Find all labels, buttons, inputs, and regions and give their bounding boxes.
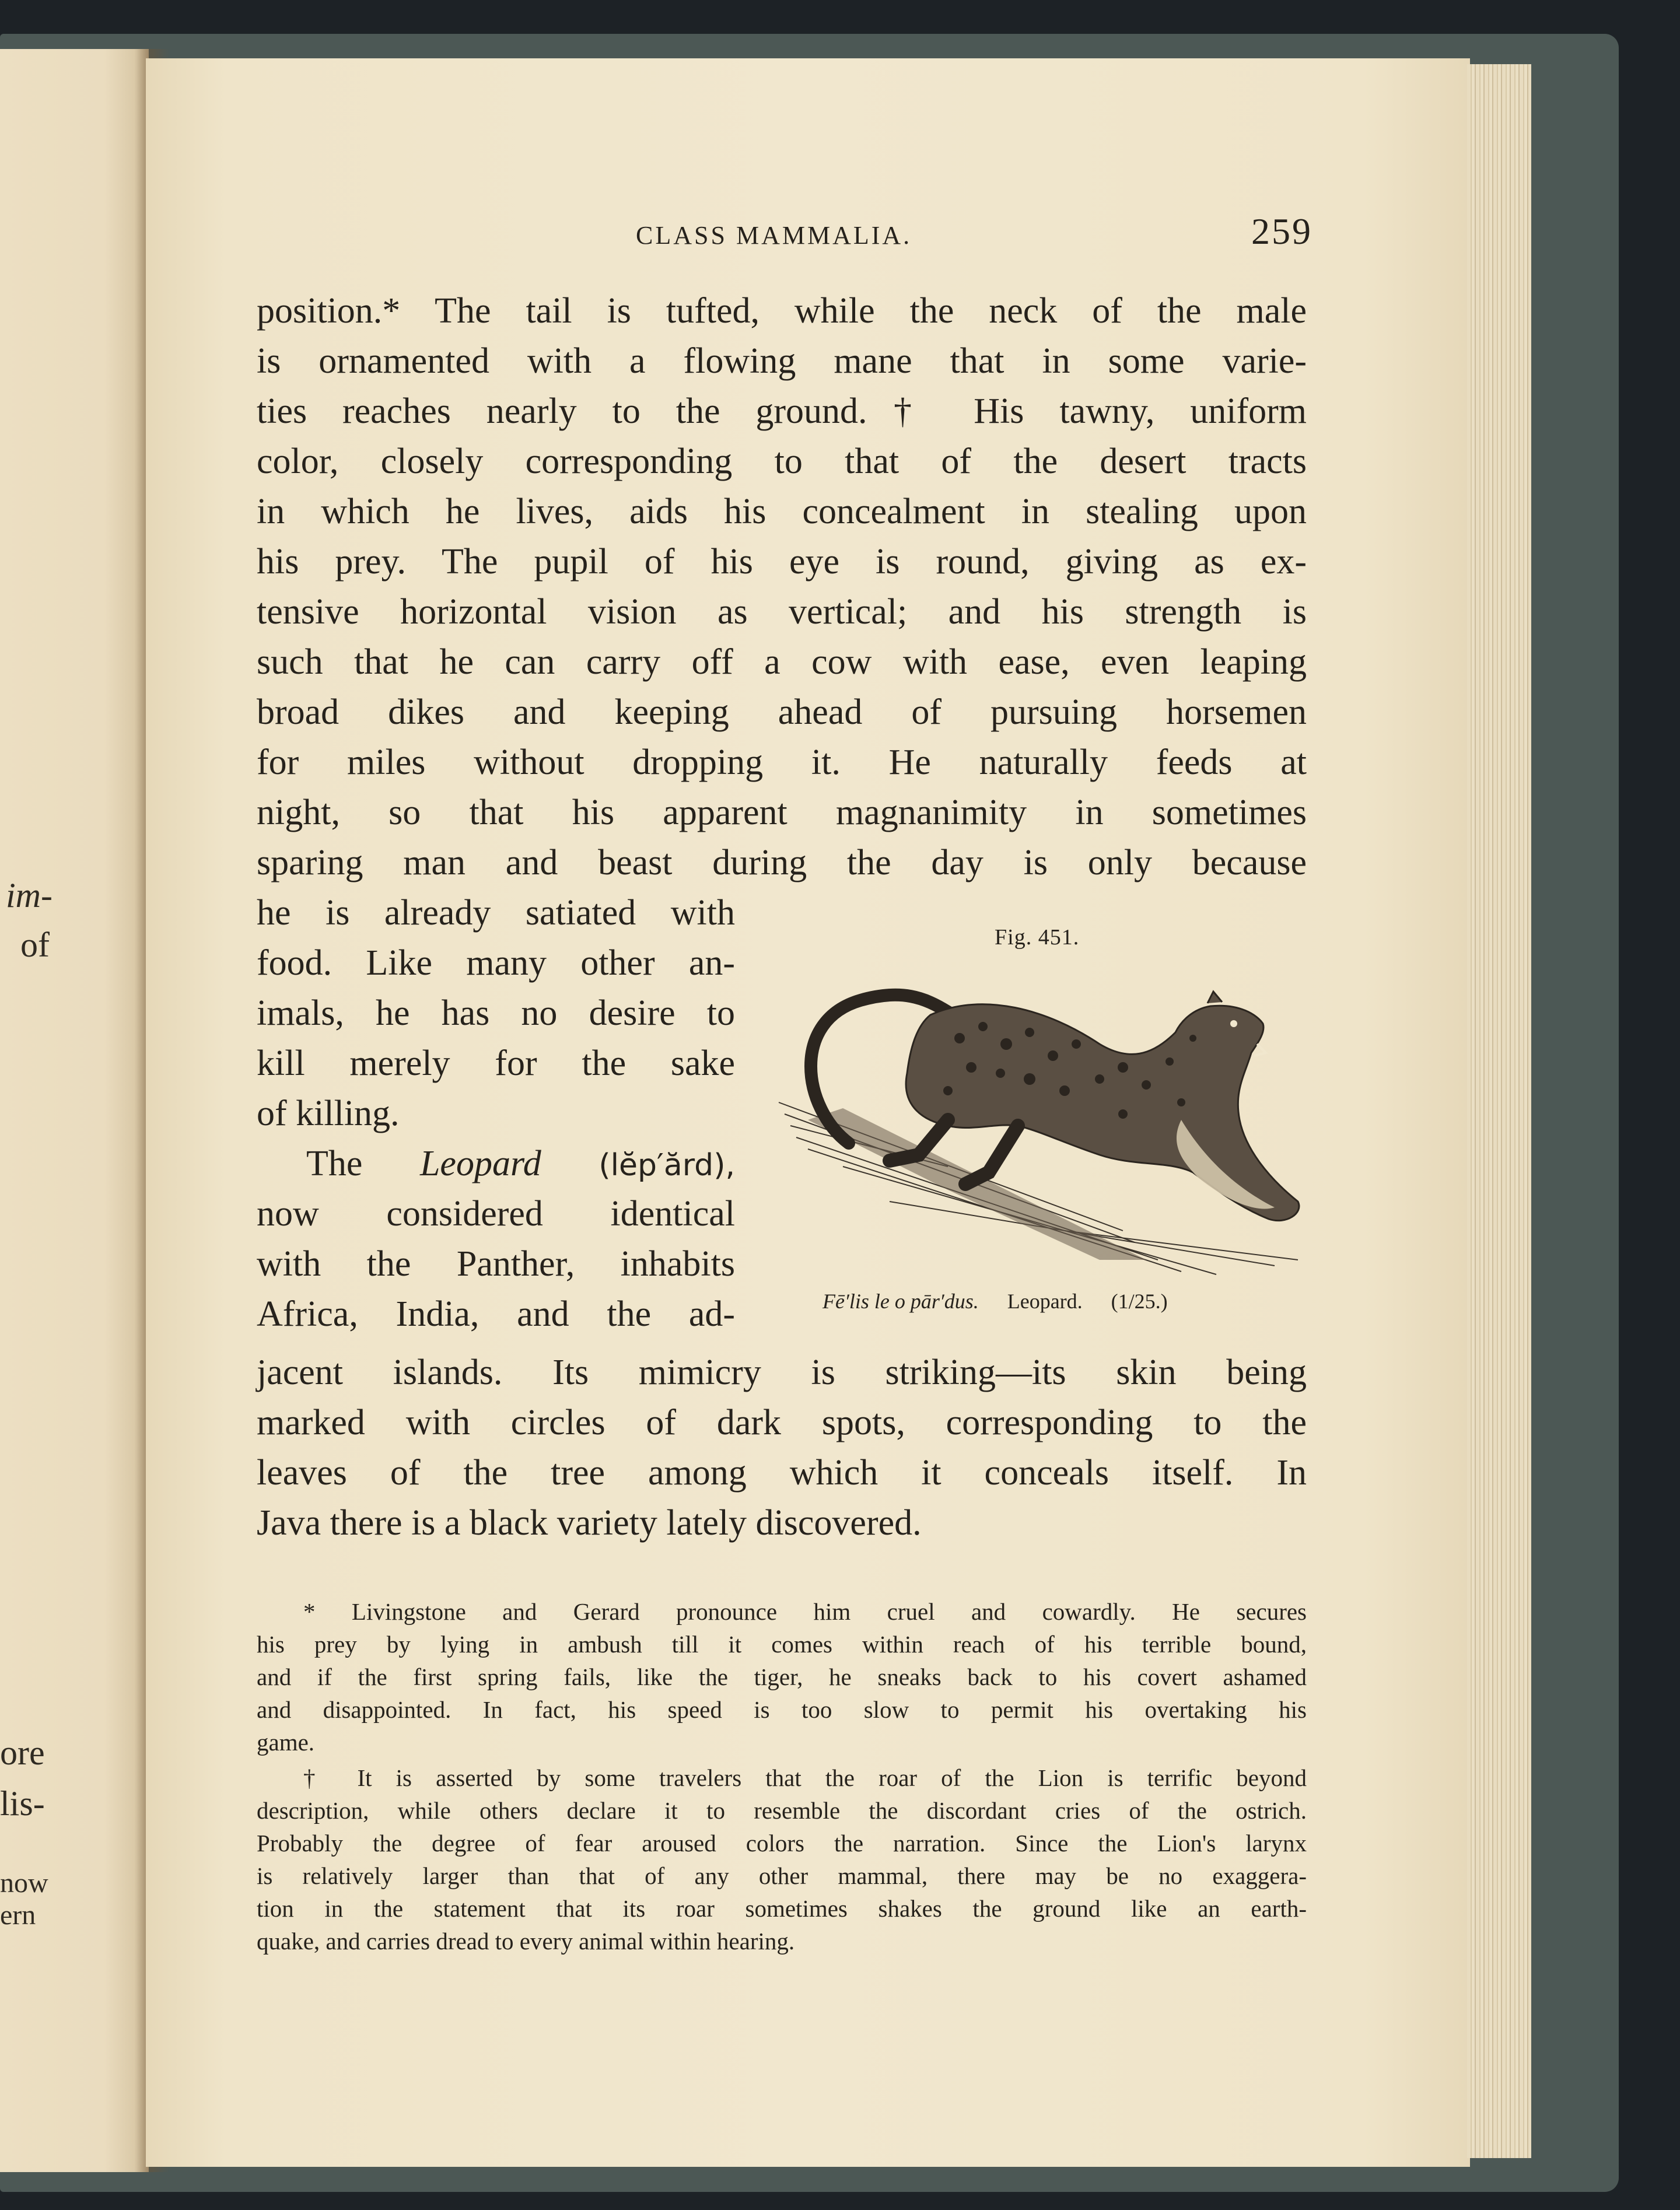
page-header (257, 210, 1312, 262)
footnote-line: * Livingstone and Gerard pronounce him cruel and cowardly. He secures (303, 1598, 1307, 1625)
figure-scale: (1/25.) (1111, 1290, 1168, 1313)
body-line: food. Like many other an- (257, 943, 735, 983)
leopard-pronunciation: (lĕp′ărd), (598, 1148, 736, 1183)
body-line: kill merely for the sake (257, 1043, 735, 1083)
body-line: Java there is a black variety lately discovered. (257, 1503, 922, 1543)
left-page-fragment: now (0, 1868, 48, 1899)
body-line: is ornamented with a flowing mane that in some varie- (257, 341, 1307, 381)
body-line: in which he lives, aids his concealment in stealing upon (257, 492, 1307, 531)
footnote-line: tion in the statement that its roar sometimes shakes the ground like an earth- (257, 1895, 1307, 1922)
leopard-line-prefix: The (306, 1144, 363, 1183)
body-line: night, so that his apparent magnanimity in sometimes (257, 793, 1307, 832)
footnote-line: † It is asserted by some travelers that the roar of the Lion is terrific beyond (303, 1764, 1307, 1791)
body-line: of killing. (257, 1094, 400, 1133)
body-line: jacent islands. Its mimicry is striking—its skin being (257, 1353, 1307, 1392)
figure-common-name: Leopard. (1007, 1290, 1083, 1313)
body-line: sparing man and beast during the day is only because (257, 843, 1307, 882)
body-line: ties reaches nearly to the ground.† His tawny, uniform (257, 391, 1307, 431)
footnote-line: and if the first spring fails, like the tiger, he sneaks back to his covert ashamed (257, 1663, 1307, 1690)
body-line: broad dikes and keeping ahead of pursuing horsemen (257, 692, 1307, 732)
left-page-fragment: ore (0, 1733, 45, 1772)
body-line: for miles without dropping it. He naturally feeds at (257, 742, 1307, 782)
figure-label: Fig. 451. (995, 925, 1080, 950)
body-line: Africa, India, and the ad- (257, 1294, 735, 1334)
body-line: color, closely corresponding to that of the desert tracts (257, 442, 1307, 481)
page-number: 259 (1251, 211, 1312, 252)
figure-caption (822, 1289, 1289, 1314)
body-line: his prey. The pupil of his eye is round, giving as ex- (257, 542, 1307, 582)
footnote-line: and disappointed. In fact, his speed is too slow to permit his overtaking his (257, 1696, 1307, 1723)
body-line: marked with circles of dark spots, corresponding to the (257, 1403, 1307, 1442)
body-line: such that he can carry off a cow with ease, even leaping (257, 642, 1307, 682)
footnote-line: quake, and carries dread to every animal within hearing. (257, 1928, 795, 1955)
footnote-line: description, while others declare it to resemble the discordant cries of the ostrich. (257, 1797, 1307, 1824)
leopard-illustration-icon (773, 957, 1310, 1283)
footnote-line: is relatively larger than that of any other mammal, there may be no exaggera- (257, 1862, 1307, 1889)
body-line: tensive horizontal vision as vertical; and his strength is (257, 592, 1307, 632)
leopard-line (257, 1139, 735, 1189)
leopard-name: Leopard (419, 1144, 541, 1183)
footnote-line: Probably the degree of fear aroused colors the narration. Since the Lion's larynx (257, 1830, 1307, 1857)
body-line: now considered identical (257, 1194, 735, 1234)
left-page-fragment: lis- (0, 1784, 45, 1823)
leopard-figure (773, 924, 1310, 1333)
body-line: position.* The tail is tufted, while the neck of the male (257, 291, 1307, 331)
figure-scientific-name: Fē′lis le o pār′dus. (822, 1290, 979, 1313)
body-line: imals, he has no desire to (257, 993, 735, 1033)
body-line: leaves of the tree among which it conceals itself. In (257, 1453, 1307, 1493)
page-edges (1467, 64, 1531, 2158)
body-line: with the Panther, inhabits (257, 1244, 735, 1284)
left-page-fragment: ern (0, 1900, 36, 1931)
left-page (0, 49, 149, 2172)
footnote-line: game. (257, 1729, 315, 1756)
running-head: CLASS MAMMALIA. (636, 221, 912, 250)
body-line: he is already satiated with (257, 893, 735, 933)
left-page-fragment: of (20, 926, 50, 964)
footnote-line: his prey by lying in ambush till it comes within reach of his terrible bound, (257, 1631, 1307, 1658)
left-page-fragment: im- (6, 876, 52, 915)
